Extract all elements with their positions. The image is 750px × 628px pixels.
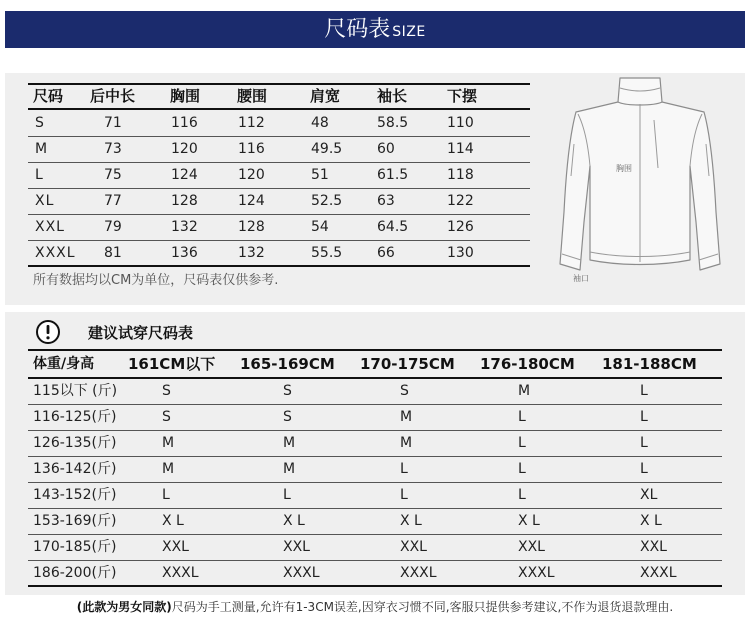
cell-height-181-188: L (640, 435, 648, 451)
cell-height-181-188: X L (640, 513, 662, 529)
row-divider (28, 430, 722, 431)
cell-height-181-188: L (640, 409, 648, 425)
cell-height-165-169: S (283, 383, 292, 399)
header-height-176-180: 176-180CM (480, 355, 575, 373)
row-divider (28, 560, 722, 561)
cell-hem: 130 (447, 245, 474, 261)
cell-height-170-175: S (400, 383, 409, 399)
cell-height-161-below: S (162, 409, 171, 425)
cell-back-length: 77 (104, 193, 122, 209)
cell-size: M (35, 141, 49, 157)
cell-sleeve: 63 (377, 193, 395, 209)
header-shoulder: 肩宽 (310, 87, 341, 105)
cell-height-181-188: XXXL (640, 565, 677, 581)
table-row (0, 537, 740, 557)
cell-hem: 118 (447, 167, 474, 183)
cell-height-170-175: XXL (400, 539, 427, 555)
cell-height-170-175: M (400, 435, 413, 451)
cell-size: XL (35, 193, 55, 209)
cell-height-161-below: XXXL (162, 565, 199, 581)
header-height-165-169: 165-169CM (240, 355, 335, 373)
header-hem: 下摆 (447, 87, 478, 105)
cell-weight: 143-152(斤) (33, 487, 117, 503)
cell-sleeve: 61.5 (377, 167, 409, 183)
cell-hem: 126 (447, 219, 474, 235)
size-chart-banner (5, 11, 745, 48)
cell-height-165-169: XXL (283, 539, 310, 555)
header-size: 尺码 (33, 87, 64, 105)
header-sleeve: 袖长 (377, 87, 408, 105)
cell-height-181-188: XXL (640, 539, 667, 555)
table-header-row (0, 354, 740, 374)
cell-shoulder: 55.5 (311, 245, 343, 261)
cell-size: XXL (35, 219, 65, 235)
table-top-rule (28, 83, 530, 85)
cell-height-165-169: M (283, 461, 296, 477)
cell-height-170-175: XXXL (400, 565, 437, 581)
cell-chest: 132 (171, 219, 198, 235)
cell-height-170-175: L (400, 487, 408, 503)
cell-back-length: 79 (104, 219, 122, 235)
cell-size: S (35, 115, 45, 131)
cell-weight: 153-169(斤) (33, 513, 117, 529)
cell-shoulder: 48 (311, 115, 329, 131)
cell-height-161-below: M (162, 461, 175, 477)
table-bottom-rule (28, 265, 530, 267)
header-height-170-175: 170-175CM (360, 355, 455, 373)
cell-back-length: 73 (104, 141, 122, 157)
cell-weight: 170-185(斤) (33, 539, 117, 555)
cell-height-181-188: L (640, 461, 648, 477)
table-row (0, 407, 740, 427)
cell-back-length: 71 (104, 115, 122, 131)
table-row (0, 485, 740, 505)
cell-weight: 186-200(斤) (33, 565, 117, 581)
row-divider (28, 456, 722, 457)
cell-height-161-below: L (162, 487, 170, 503)
table-row (0, 381, 740, 401)
cell-sleeve: 64.5 (377, 219, 409, 235)
table-row (0, 433, 740, 453)
exclamation-circle-icon (35, 319, 61, 345)
row-divider (28, 404, 722, 405)
cell-height-176-180: L (518, 435, 526, 451)
header-height-181-188: 181-188CM (602, 355, 697, 373)
cell-height-176-180: L (518, 461, 526, 477)
row-divider (28, 240, 530, 241)
cell-weight: 116-125(斤) (33, 409, 117, 425)
cell-height-181-188: XL (640, 487, 658, 503)
cell-chest: 120 (171, 141, 198, 157)
cell-height-161-below: S (162, 383, 171, 399)
table-row (0, 511, 740, 531)
header-back-length: 后中长 (90, 87, 136, 105)
cell-sleeve: 58.5 (377, 115, 409, 131)
row-divider (28, 162, 530, 163)
cell-back-length: 75 (104, 167, 122, 183)
cell-waist: 128 (238, 219, 265, 235)
cell-sleeve: 66 (377, 245, 395, 261)
cell-height-170-175: X L (400, 513, 422, 529)
cell-weight: 115以下 (斤) (33, 383, 118, 399)
header-weight: 体重/身高 (33, 356, 95, 372)
cell-shoulder: 51 (311, 167, 329, 183)
cell-height-165-169: S (283, 409, 292, 425)
cell-shoulder: 54 (311, 219, 329, 235)
cell-height-170-175: L (400, 461, 408, 477)
header-rule (28, 377, 722, 379)
cell-waist: 120 (238, 167, 265, 183)
header-rule (28, 108, 530, 110)
cell-height-176-180: M (518, 383, 531, 399)
cell-waist: 124 (238, 193, 265, 209)
cell-shoulder: 49.5 (311, 141, 343, 157)
table-row (0, 563, 740, 583)
cell-height-176-180: X L (518, 513, 540, 529)
cell-waist: 112 (238, 115, 265, 131)
cell-height-165-169: XXXL (283, 565, 320, 581)
cell-height-170-175: M (400, 409, 413, 425)
header-height-161-below: 161CM以下 (128, 355, 216, 373)
cell-waist: 132 (238, 245, 265, 261)
cell-height-176-180: L (518, 409, 526, 425)
chest-measure-label: 胸围 (616, 164, 632, 173)
cell-height-165-169: M (283, 435, 296, 451)
cell-height-176-180: XXL (518, 539, 545, 555)
cell-shoulder: 52.5 (311, 193, 343, 209)
row-divider (28, 136, 530, 137)
cell-back-length: 81 (104, 245, 122, 261)
header-waist: 腰围 (237, 87, 268, 105)
cell-height-165-169: X L (283, 513, 305, 529)
cell-hem: 114 (447, 141, 474, 157)
cell-size: L (35, 167, 44, 183)
cell-chest: 128 (171, 193, 198, 209)
disclaimer-text: 尺码为手工测量,允许有1-3CM误差,因穿衣习惯不同,客服只提供参考建议,不作为退货退款理由. (171, 600, 674, 614)
jacket-illustration (550, 72, 730, 294)
table-top-rule (28, 349, 722, 351)
cell-height-176-180: L (518, 487, 526, 503)
cell-sleeve: 60 (377, 141, 395, 157)
cell-height-176-180: XXXL (518, 565, 555, 581)
row-divider (28, 214, 530, 215)
banner-title: 尺码表 (324, 16, 391, 42)
cell-size: XXXL (35, 245, 76, 261)
cell-hem: 110 (447, 115, 474, 131)
disclaimer-footer (0, 599, 750, 615)
cell-waist: 116 (238, 141, 265, 157)
unisex-note: (此款为男女同款) (76, 600, 172, 614)
cell-height-161-below: XXL (162, 539, 189, 555)
cell-height-181-188: L (640, 383, 648, 399)
table-bottom-rule (28, 585, 722, 587)
size-table-note: 所有数据均以CM为单位，尺码表仅供参考. (33, 273, 279, 288)
fit-table-title: 建议试穿尺码表 (88, 324, 194, 342)
row-divider (28, 534, 722, 535)
cell-height-161-below: X L (162, 513, 184, 529)
cell-hem: 122 (447, 193, 474, 209)
banner-title-en: SIZE (392, 23, 426, 40)
row-divider (28, 482, 722, 483)
row-divider (28, 188, 530, 189)
cell-weight: 126-135(斤) (33, 435, 117, 451)
cell-chest: 136 (171, 245, 198, 261)
cell-height-165-169: L (283, 487, 291, 503)
cell-height-161-below: M (162, 435, 175, 451)
cell-weight: 136-142(斤) (33, 461, 117, 477)
cuff-measure-label: 袖口 (573, 274, 589, 283)
header-chest: 胸围 (170, 87, 201, 105)
cell-chest: 116 (171, 115, 198, 131)
row-divider (28, 508, 722, 509)
cell-chest: 124 (171, 167, 198, 183)
table-row (0, 459, 740, 479)
